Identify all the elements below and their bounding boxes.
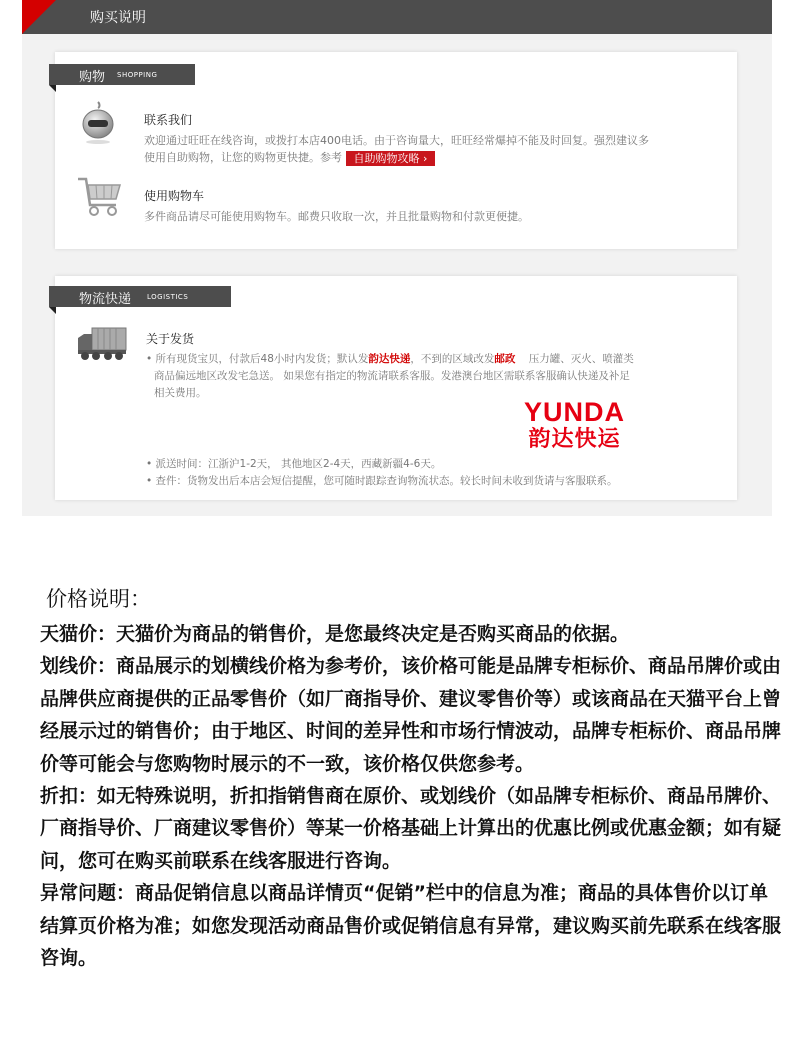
shopping-label-zh: 购物 [79,70,106,85]
shipping-line-3: 相关费用。 [154,387,207,399]
price-paragraph: 异常问题：商品促销信息以商品详情页“促销”栏中的信息为准；商品的具体售价以订单结算页价格为准；如您发现活动商品售价或促销信息有异常，建议购买前先联系在线客服咨询。 [40,882,782,970]
cart-text: 多件商品请尽可能使用购物车。邮费只收取一次，并且批量购物和付款更便捷。 [144,210,529,223]
shipping-title: 关于发货 [146,332,195,346]
shipping-line-1a: • 所有现货宝贝，付款后48小时内发货；默认发 [146,353,369,365]
header-title: 购买说明 [90,10,146,26]
yunda-logo [512,397,637,453]
yunda-logo-zh: 韵达快运 [528,427,621,452]
shopping-cart-icon [76,175,124,219]
header-bar [22,0,772,34]
shipping-text [146,351,716,402]
price-description [40,618,785,974]
china-post-text: 邮政 [494,353,516,365]
cart-title: 使用购物车 [144,189,205,203]
yunda-express-text: 韵达快递 [368,353,411,365]
shipping-line-1 [146,351,716,368]
contact-line-2-wrap [144,149,714,166]
label-fold-decoration [49,85,56,92]
logistics-label-zh: 物流快递 [79,292,132,307]
contact-line-2: 使用自助购物，让您的购物更快捷。参考 [144,151,342,164]
yunda-logo-en: YUNDA [523,397,625,427]
shipping-line-2: 商品偏远地区改发宅急送。 如果您有指定的物流请联系客服。发港澳台地区需联系客服确认快递及补足 [154,370,630,382]
shipping-line-1b: ，不到的区域改发 [410,353,495,365]
price-heading: 价格说明： [46,587,151,611]
shopping-section-label [49,64,195,85]
wangwang-chat-icon [78,100,118,144]
logistics-section-label [49,286,231,307]
shopping-label-en: SHOPPING [117,71,158,79]
contact-text [144,132,714,166]
self-service-guide-button[interactable]: 自助购物攻略 › [346,151,436,166]
price-paragraph: 划线价：商品展示的划横线价格为参考价，该价格可能是品牌专柜标价、商品吊牌价或由品牌供应商提供的正品零售价（如厂商指导价、建议零售价等）或该商品在天猫平台上曾经展示过的销售价；由于地区、时间的差异性和市场行情波动，品牌专柜标价、商品吊牌价等可能会与您购物时展示的不一致，该价格仅供您参考。 [40,655,782,775]
delivery-time-line: • 派送时间：江浙沪1-2天， 其他地区2-4天，西藏新疆4-6天。 [146,458,442,470]
truck-icon [76,324,128,364]
contact-title: 联系我们 [144,113,193,127]
logistics-label-en: LOGISTICS [147,293,189,301]
shipping-line-1c: 压力罐、灭火、喷灌类 [528,353,634,365]
delivery-text [146,456,716,490]
label-fold-decoration [49,307,56,314]
price-paragraph: 折扣：如无特殊说明，折扣指销售商在原价、或划线价（如品牌专柜标价、商品吊牌价、厂商指导价、厂商建议零售价）等某一价格基础上计算出的优惠比例或优惠金额；如有疑问，您可在购买前联系在线客服进行咨询。 [40,785,782,872]
red-corner-decoration [22,0,56,34]
price-paragraph: 天猫价：天猫价为商品的销售价，是您最终决定是否购买商品的依据。 [40,623,630,645]
contact-line-1: 欢迎通过旺旺在线咨询，或拨打本店400电话。由于咨询量大，旺旺经常爆掉不能及时回复。强烈建议多 [144,134,649,147]
tracking-line: • 查件：货物发出后本店会短信提醒，您可随时跟踪查询物流状态。较长时间未收到货请与客服联系。 [146,475,618,487]
